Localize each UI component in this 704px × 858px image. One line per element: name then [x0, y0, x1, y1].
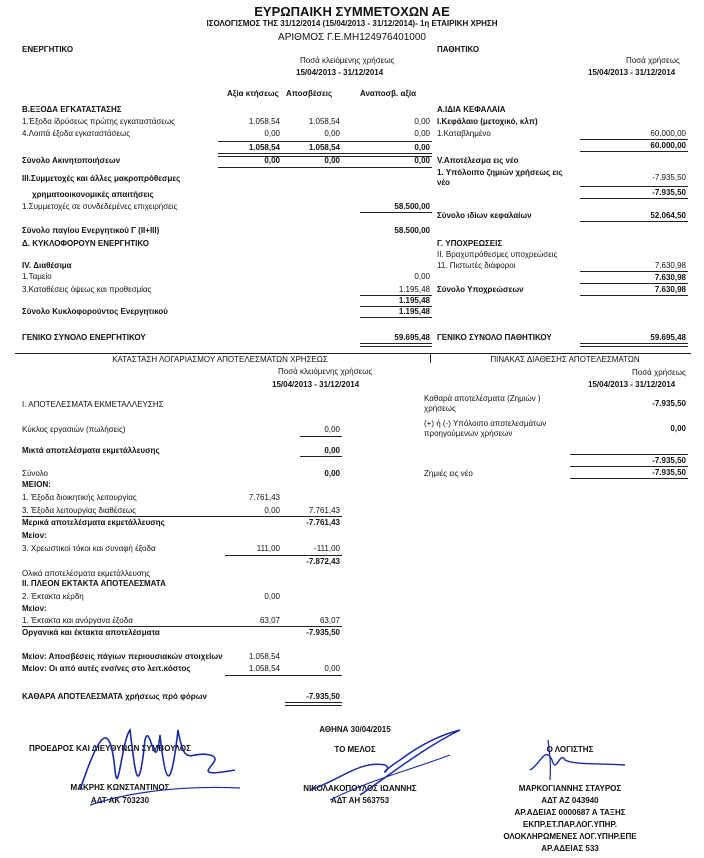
gross-label: Μικτά αποτελέσματα εκμετάλλευσης	[22, 446, 160, 455]
rule	[580, 151, 688, 152]
accountant-line-5: ΑΡ.ΑΔΕΙΑΣ 533	[541, 844, 599, 853]
obligations-heading: Γ. ΥΠΟΧΡΕΩΣΕΙΣ	[437, 239, 503, 248]
sales-label: Κύκλος εργασιών (πωλήσεις)	[22, 425, 126, 434]
current-total-value: 1.195,48	[398, 307, 430, 316]
paid-capital-label: 1.Καταβλημένο	[437, 129, 491, 138]
liabilities-heading: ΠΑΘΗΤΙΚΟ	[437, 45, 480, 54]
rule	[580, 186, 688, 187]
current-heading: Δ. ΚΥΚΛΟΦΟΡΟΥΝ ΕΝΕΡΓΗΤΙΚΟ	[22, 239, 150, 248]
minus-label-1: ΜΕΙΟΝ:	[22, 480, 51, 489]
rule	[570, 466, 688, 467]
depreciation-cost-value: 1.058,54	[248, 664, 280, 673]
operating-heading: Ι. ΑΠΟΤΕΛΕΣΜΑΤΑ ΕΚΜΕΤΑΛΛΕΥΣΗΣ	[22, 400, 164, 409]
iv3-label: 3.Καταθέσεις όψεως και προθεσμίας	[22, 285, 152, 294]
liab-period: 15/04/2013 - 31/12/2014	[588, 68, 676, 77]
gemi-number: ΑΡΙΘΜΟΣ Γ.Ε.ΜΗ124976401000	[278, 32, 426, 43]
fixed-total-value: 58.500,00	[394, 226, 430, 235]
member-id: ΑΔΤ ΑΗ 563753	[330, 796, 390, 805]
dist-prev-label-1: (+) ή (-) Υπόλοιπο αποτελεσμάτων	[424, 419, 547, 428]
rule	[360, 317, 432, 318]
interest-label: 3. Χρεωστικοί τόκοι και συναφή έξοδα	[22, 544, 156, 553]
bsum-cost: 1.058,54	[248, 143, 280, 152]
capital-sum: 60.000,00	[650, 141, 686, 150]
minus-label-2: Μείον:	[22, 531, 47, 540]
loss-forward-label: Ζημιές εις νέο	[424, 469, 473, 478]
creditors-label: 11. Πιστωτές διάφοροι	[437, 261, 516, 270]
net-result-value: -7.935,50	[306, 692, 340, 701]
loss-forward-label-1: 1. Υπόλοιπο ζημιών χρήσεως εις	[437, 168, 563, 177]
col-depreciation: Αποσβέσεις	[286, 89, 333, 98]
accountant-license: ΑΡ.ΑΔΕΙΑΣ 0000687 Α ΤΑΞΗΣ	[514, 808, 626, 817]
accountant-title: Ο ΛΟΓΙΣΤΗΣ	[546, 745, 594, 754]
iv1-value: 0,00	[414, 272, 430, 281]
current-total-label: Σύνολο Κυκλοφορούντος Ενεργητικού	[22, 307, 168, 316]
short-term-sum: 7.630,98	[654, 273, 686, 282]
partial-value: -7.761,43	[306, 518, 340, 527]
report-subtitle: ΙΣΟΛΟΓΙΣΜΟΣ ΤΗΣ 31/12/2014 (15/04/2013 - 31/12/2014)- 1η ΕΤΑΙΡΙΚΗ ΧΡΗΣΗ	[206, 19, 498, 28]
creditors-value: 7.630,98	[654, 261, 686, 270]
assets-total-value: 59.695,48	[394, 333, 430, 342]
organic-value: -7.935,50	[306, 628, 340, 637]
double-rule	[360, 343, 432, 347]
iii1-value: 58.500,00	[394, 202, 430, 211]
rule	[218, 167, 432, 168]
accountant-id: ΑΔΤ ΑΖ 043940	[541, 796, 599, 805]
rule	[225, 555, 342, 556]
total-operating-label: Ολικά αποτελέσματα εκμετάλλευσης	[22, 569, 151, 578]
equity-heading: Α.ΙΔΙΑ ΚΕΦΑΛΑΙΑ	[437, 105, 506, 114]
selling-label: 3. Έξοδα λειτουργίας διαθέσεως	[22, 506, 137, 515]
iv1-label: 1.Ταμείο	[22, 272, 52, 281]
accountant-signature	[520, 735, 640, 785]
fixed-net: 0,00	[414, 156, 430, 165]
rule	[300, 436, 342, 437]
interest-net: -111,00	[314, 544, 340, 553]
rule	[22, 516, 342, 517]
b4-net: 0,00	[414, 129, 430, 138]
section-divider	[15, 353, 691, 354]
selling-sum: 7.761,43	[308, 506, 340, 515]
dist-prev-value: 0,00	[670, 424, 686, 433]
b1-cost: 1.058,54	[248, 117, 280, 126]
extra-gain-label: 2. Έκτακτα κέρδη	[22, 592, 84, 601]
liabilities-total-label: ΓΕΝΙΚΟ ΣΥΝΟΛΟ ΠΑΘΗΤΙΚΟΥ	[437, 333, 552, 342]
iv-sum: 1.195,48	[398, 296, 430, 305]
assets-heading: ΕΝΕΡΓΗΤΙΚΟ	[22, 45, 74, 54]
dist-period: 15/04/2013 - 31/12/2014	[588, 380, 676, 389]
partial-label: Μερικά αποτελέσματα εκμετάλλευσης	[22, 518, 165, 527]
dist-net-label-2: χρήσεως	[424, 404, 456, 413]
extra-loss-net: 63,07	[319, 616, 340, 625]
col-cost: Αξία κτήσεως	[227, 89, 279, 98]
b1-net: 0,00	[414, 117, 430, 126]
total-label: Σύνολο	[22, 469, 48, 478]
assets-period: 15/04/2013 - 31/12/2014	[296, 68, 384, 77]
dist-sum: -7.935,50	[652, 456, 686, 465]
participations-heading-2: χρηματοοικονομικές απαιτήσεις	[32, 190, 154, 199]
depreciation-label: Μείον: Αποσβέσεις πάγιων περιουσιακών στοιχείων	[22, 652, 223, 661]
double-rule	[580, 343, 688, 347]
rule	[580, 198, 688, 199]
fixed-cost: 0,00	[264, 156, 280, 165]
b4-depr: 0,00	[324, 129, 340, 138]
depreciation-cost-label: Μείον: Οι από αυτές ενσ/νες στο λειτ.κόστος	[22, 664, 191, 673]
president-signature	[60, 710, 260, 820]
total-value: 0,00	[324, 469, 340, 478]
rule	[580, 295, 688, 296]
liabilities-total-value: 59.695,48	[650, 333, 686, 342]
president-title: ΠΡΟΕΔΡΟΣ ΚΑΙ ΔΙΕΥΘΥΝΩΝ ΣΥΜΒΟΥΛΟΣ	[29, 744, 191, 753]
rule	[218, 141, 432, 142]
extra-gain-value: 0,00	[264, 592, 280, 601]
organic-label: Οργανικά και έκτακτα αποτελέσματα	[22, 628, 160, 637]
rule	[22, 626, 342, 627]
liab-period-label: Ποσά χρήσεως	[626, 56, 680, 65]
gross-value: 0,00	[324, 446, 340, 455]
net-result-label: ΚΑΘΑΡΑ ΑΠΟΤΕΛΕΣΜΑΤΑ χρήσεως πρό φόρων	[22, 692, 207, 701]
income-period-label: Ποσά κλειόμενης χρήσεως	[278, 367, 373, 376]
results-sum: -7.935,50	[652, 188, 686, 197]
fixed-depr: 0,00	[324, 156, 340, 165]
capital-heading: Ι.Κεφάλαιο (μετοχικό, κλπ)	[437, 117, 538, 126]
short-term-heading: ΙΙ. Βραχυπρόθεσμες υποχρεώσεις	[437, 250, 558, 259]
double-rule	[285, 702, 342, 706]
admin-value: 7.761,43	[248, 493, 280, 502]
b4-cost: 0,00	[264, 129, 280, 138]
dist-period-label: Ποσά χρήσεως	[632, 368, 686, 377]
accountant-line-3: ΕΚΠΡ.ΕΤ.ΠΑΡ.ΛΟΓ.ΥΠΗΡ.	[522, 820, 617, 829]
rule	[580, 283, 688, 284]
member-title: ΤΟ ΜΕΛΟΣ	[334, 745, 376, 754]
b1-depr: 1.058,54	[308, 117, 340, 126]
accountant-line-4: ΟΛΟΚΛΗΡΩΜΕΝΕΣ ΛΟΓ.ΥΠΗΡ.ΕΠΕ	[503, 832, 637, 841]
b1-label: 1.Έξοδα ίδρύσεως πρώτης εγκαταστάσεως	[22, 117, 175, 126]
admin-label: 1. Έξοδα διοικητικής λειτουργίας	[22, 493, 137, 502]
interest-value: 111,00	[256, 544, 280, 553]
extra-loss-label: 1. Έκτακτα και ανόργανα έξοδα	[22, 616, 133, 625]
paid-capital-value: 60.000,00	[650, 129, 686, 138]
depreciation-value: 1.058,54	[248, 652, 280, 661]
loss-forward-label-2: νέο	[437, 178, 450, 187]
formation-heading: Β.ΕΞΟΔΑ ΕΓΚΑΤΑΣΤΑΣΗΣ	[22, 105, 122, 114]
selling-value: 0,00	[264, 506, 280, 515]
bsum-net: 0,00	[414, 143, 430, 152]
obligations-total-label: Σύνολο Υποχρεώσεων	[437, 285, 524, 294]
minus-label-3: Μείον:	[22, 604, 47, 613]
rule	[360, 212, 432, 213]
loss-forward-value: -7.935,50	[652, 173, 686, 182]
obligations-total-value: 7.630,98	[654, 285, 686, 294]
divider-tick	[430, 353, 431, 363]
extraordinary-heading: II. ΠΛΕΟΝ ΕΚΤΑΚΤΑ ΑΠΟΤΕΛΕΣΜΑΤΑ	[22, 579, 166, 588]
extra-loss-value: 63,07	[259, 616, 280, 625]
member-name: ΝΙΚΟΛΑΚΟΠΟΥΛΟΣ ΙΩΑΝΝΗΣ	[303, 784, 417, 793]
col-net: Αναποσβ. αξία	[360, 89, 417, 98]
dist-net-label-1: Καθαρά αποτελέσματα (Ζημιών )	[424, 394, 541, 403]
place-date: ΑΘΗΝΑ 30/04/2015	[319, 725, 391, 734]
distribution-heading: ΠΙΝΑΚΑΣ ΔΙΑΘΕΣΗΣ ΑΠΟΤΕΛΕΣΜΑΤΩΝ	[490, 355, 640, 364]
participations-heading-1: ΙΙΙ.Συμμετοχές και άλλες μακροπρόθεσμες	[22, 174, 181, 183]
equity-total-value: 52.064,50	[650, 211, 686, 220]
company-name: ΕΥΡΩΠΑΙΚΗ ΣΥΜΜΕΤΟΧΩΝ ΑΕ	[254, 4, 450, 19]
accountant-name: ΜΑΡΚΟΓΙΑΝΝΗΣ ΣΤΑΥΡΟΣ	[518, 784, 622, 793]
rule	[225, 675, 342, 676]
assets-period-label: Ποσά κλειόμενης χρήσεως	[300, 56, 395, 65]
bsum-depr: 1.058,54	[308, 143, 340, 152]
fixed-total-label: Σύνολο παγίου Ενεργητικού Γ (ΙΙ+ΙΙΙ)	[22, 226, 160, 235]
iii1-label: 1.Συμμετοχές σε συνδεδεμένες επιχειρήσεις	[22, 202, 178, 211]
interest-sum: -7.872,43	[306, 557, 340, 566]
b4-label: 4.Λοιπά έξοδα εγκαταστάσεως	[22, 129, 131, 138]
loss-forward-value: -7.935,50	[652, 468, 686, 477]
income-period: 15/04/2013 - 31/12/2014	[272, 380, 360, 389]
member-signature	[300, 720, 480, 810]
sales-value: 0,00	[324, 425, 340, 434]
assets-total-label: ΓΕΝΙΚΟ ΣΥΝΟΛΟ ΕΝΕΡΓΗΤΙΚΟΥ	[22, 333, 146, 342]
rule	[580, 271, 688, 272]
rule	[580, 139, 688, 140]
equity-total-label: Σύνολο ιδίων κεφαλαίων	[437, 211, 532, 220]
dist-net-value: -7.935,50	[652, 399, 686, 408]
rule	[580, 221, 688, 222]
dist-prev-label-2: προηγούμενων χρήσεων	[424, 429, 513, 438]
depreciation-cost-net: 0,00	[324, 664, 340, 673]
income-heading: ΚΑΤΑΣΤΑΣΗ ΛΟΓΑΡΙΑΣΜΟΥ ΑΠΟΤΕΛΕΣΜΑΤΩΝ ΧΡΗΣΕΩΣ	[112, 355, 328, 364]
iv3-value: 1.195,48	[398, 285, 430, 294]
president-id: ΑΔΤ ΑΚ 703230	[90, 796, 150, 805]
results-heading: V.Αποτέλεσμα εις νέο	[437, 156, 519, 165]
president-name: ΜΑΚΡΗΣ ΚΩΝΣΤΑΝΤΙΝΟΣ	[70, 783, 170, 792]
rule	[300, 456, 342, 457]
rule	[570, 478, 688, 479]
rule	[570, 454, 688, 455]
fixed-label: Σύνολο Ακινητοποιήσεων	[22, 156, 121, 165]
cash-heading: IV. Διαθέσιμα	[22, 261, 72, 270]
